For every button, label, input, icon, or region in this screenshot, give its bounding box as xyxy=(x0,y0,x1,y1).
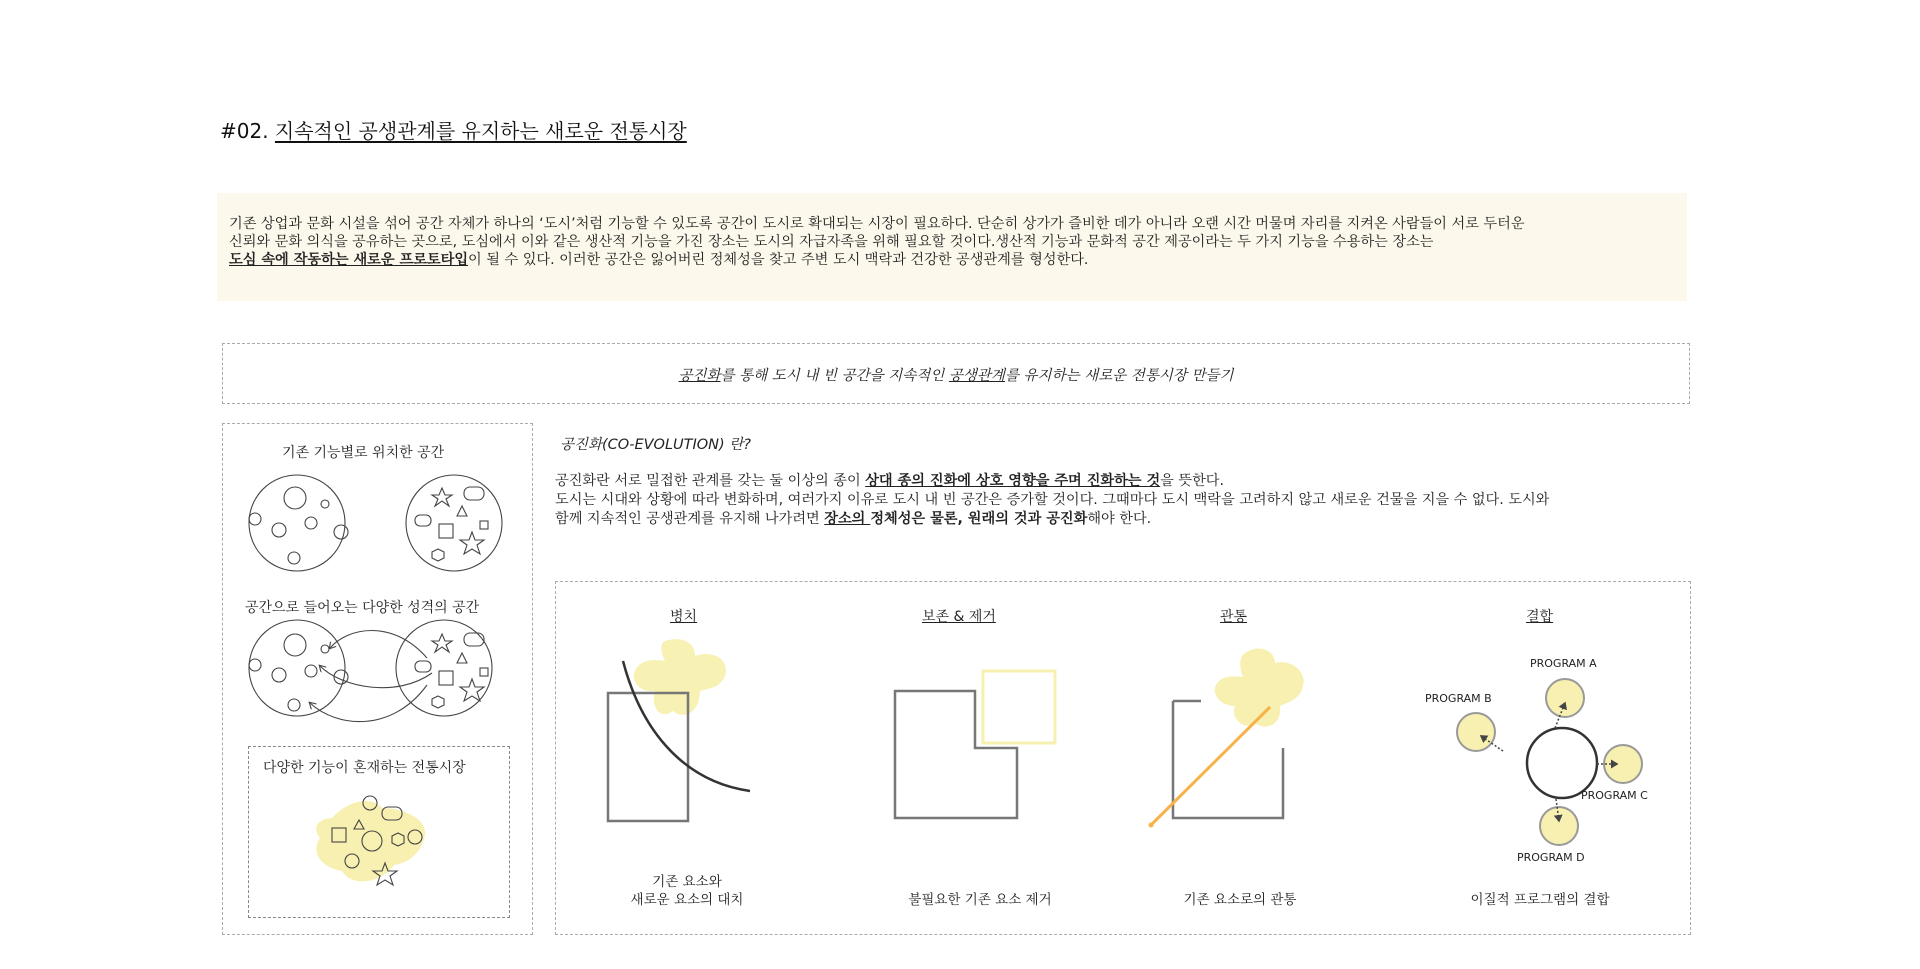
caption-preserve-remove: 불필요한 기존 요소 제거 xyxy=(908,892,1052,908)
program-b-circle xyxy=(1457,713,1495,751)
caption-penetration: 기존 요소로의 관통 xyxy=(1183,892,1297,908)
coevolution-line-1 xyxy=(555,472,1549,491)
intro-line-3-rest: 이 될 수 있다. 이러한 공간은 잃어버린 정체성을 찾고 주변 도시 맥락과 건강한 공생관계를 형성한다. xyxy=(468,252,1089,268)
tagline-text xyxy=(223,364,1689,385)
label-incoming-spaces: 공간으로 들어오는 다양한 성격의 공간 xyxy=(245,600,480,616)
coevolution-line-1a: 공진화란 서로 밀접한 관계를 갖는 둘 이상의 종이 xyxy=(555,473,866,489)
coevolution-line-3d: 해야 한다. xyxy=(1087,511,1152,527)
title-main: 지속적인 공생관계를 유지하는 새로운 전통시장 xyxy=(274,119,687,143)
title-prefix: #02. xyxy=(220,119,275,143)
intro-line-2: 신뢰와 문화 의식을 공유하는 곳으로, 도심에서 이와 같은 생산적 기능을 가진 장소는 도시의 자급자족을 위해 필요할 것이다.생산적 기능과 문화적 공간 제공이라는 두 가지 기능을 수용하는 장소는 xyxy=(229,234,1434,250)
diagram-preserve-remove xyxy=(895,671,1055,818)
caption-juxtaposition-1: 기존 요소와 xyxy=(652,874,722,890)
coevolution-body xyxy=(555,472,1549,529)
program-b-label: PROGRAM B xyxy=(1425,692,1492,705)
coevolution-place: 장소의 xyxy=(824,511,871,527)
coevolution-heading: 공진화(CO-EVOLUTION) 란? xyxy=(560,437,751,453)
program-a-circle xyxy=(1546,679,1584,717)
caption-combination: 이질적 프로그램의 결합 xyxy=(1470,892,1610,908)
label-mixed-market: 다양한 기능이 혼재하는 전통시장 xyxy=(263,760,466,776)
diagram-juxtaposition xyxy=(608,639,750,821)
program-d-label: PROGRAM D xyxy=(1517,851,1585,864)
penetration-line xyxy=(1151,707,1270,825)
page-title xyxy=(220,115,687,144)
strategy-heading-combination: 결합 xyxy=(1526,609,1554,625)
diagram-penetration xyxy=(1149,648,1304,827)
tagline-coevolution: 공진화 xyxy=(678,368,721,384)
intro-line-3 xyxy=(229,251,1679,269)
strategy-heading-penetration: 관통 xyxy=(1220,609,1248,625)
coevolution-highlight: 상대 종의 진화에 상호 영향을 주며 진화하는 것 xyxy=(865,473,1161,489)
strategy-heading-juxtaposition: 병치 xyxy=(670,609,698,625)
tagline-part-2: 를 통해 도시 내 빈 공간을 지속적인 xyxy=(720,368,949,384)
intro-box xyxy=(217,193,1687,301)
tagline-part-4: 를 유지하는 새로운 전통시장 만들기 xyxy=(1004,368,1234,384)
left-diagrams-svg xyxy=(222,423,533,935)
coevolution-line-3a: 함께 지속적인 공생관계를 유지해 나가려면 xyxy=(555,511,825,527)
intro-text xyxy=(229,215,1679,269)
intro-highlight: 도심 속에 작동하는 새로운 프로토타입 xyxy=(229,252,469,268)
program-d-circle xyxy=(1540,807,1578,845)
program-c-label: PROGRAM C xyxy=(1581,789,1648,802)
center-program xyxy=(1527,728,1597,798)
tagline-symbiosis: 공생관계 xyxy=(948,368,1005,384)
caption-juxtaposition-2: 새로운 요소의 대치 xyxy=(630,892,744,908)
tagline-box xyxy=(222,343,1690,404)
intro-line-1: 기존 상업과 문화 시설을 섞어 공간 자체가 하나의 ‘도시’처럼 기능할 수 있도록 공간이 도시로 확대되는 시장이 필요하다. 단순히 상가가 즐비한 데가 아니라 오랜 시간 머물며 자리를 지켜온 사람들이 서로 두터운 xyxy=(229,216,1525,232)
diagram-separated-circles xyxy=(249,475,502,571)
coevolution-line-2: 도시는 시대와 상황에 따라 변화하며, 여러가지 이유로 도시 내 빈 공간은 증가할 것이다. 그때마다 도시 맥락을 고려하지 않고 새로운 건물을 지을 수 없다. 도시와 xyxy=(555,492,1550,508)
label-existing-spaces: 기존 기능별로 위치한 공간 xyxy=(282,445,445,461)
diagram-combination xyxy=(1425,657,1648,864)
coevolution-line-1c: 을 뜻한다. xyxy=(1160,473,1225,489)
diagram-overlapping-circles xyxy=(249,620,492,722)
program-a-label: PROGRAM A xyxy=(1530,657,1597,670)
strategy-heading-preserve-remove: 보존 & 제거 xyxy=(922,609,996,625)
coevolution-identity: 정체성은 물론, 원래의 것과 공진화 xyxy=(870,511,1088,527)
diagram-mixed-market xyxy=(316,796,425,885)
circle-left xyxy=(249,475,345,571)
coevolution-line-3 xyxy=(555,510,1549,529)
strategies-svg xyxy=(555,581,1691,935)
